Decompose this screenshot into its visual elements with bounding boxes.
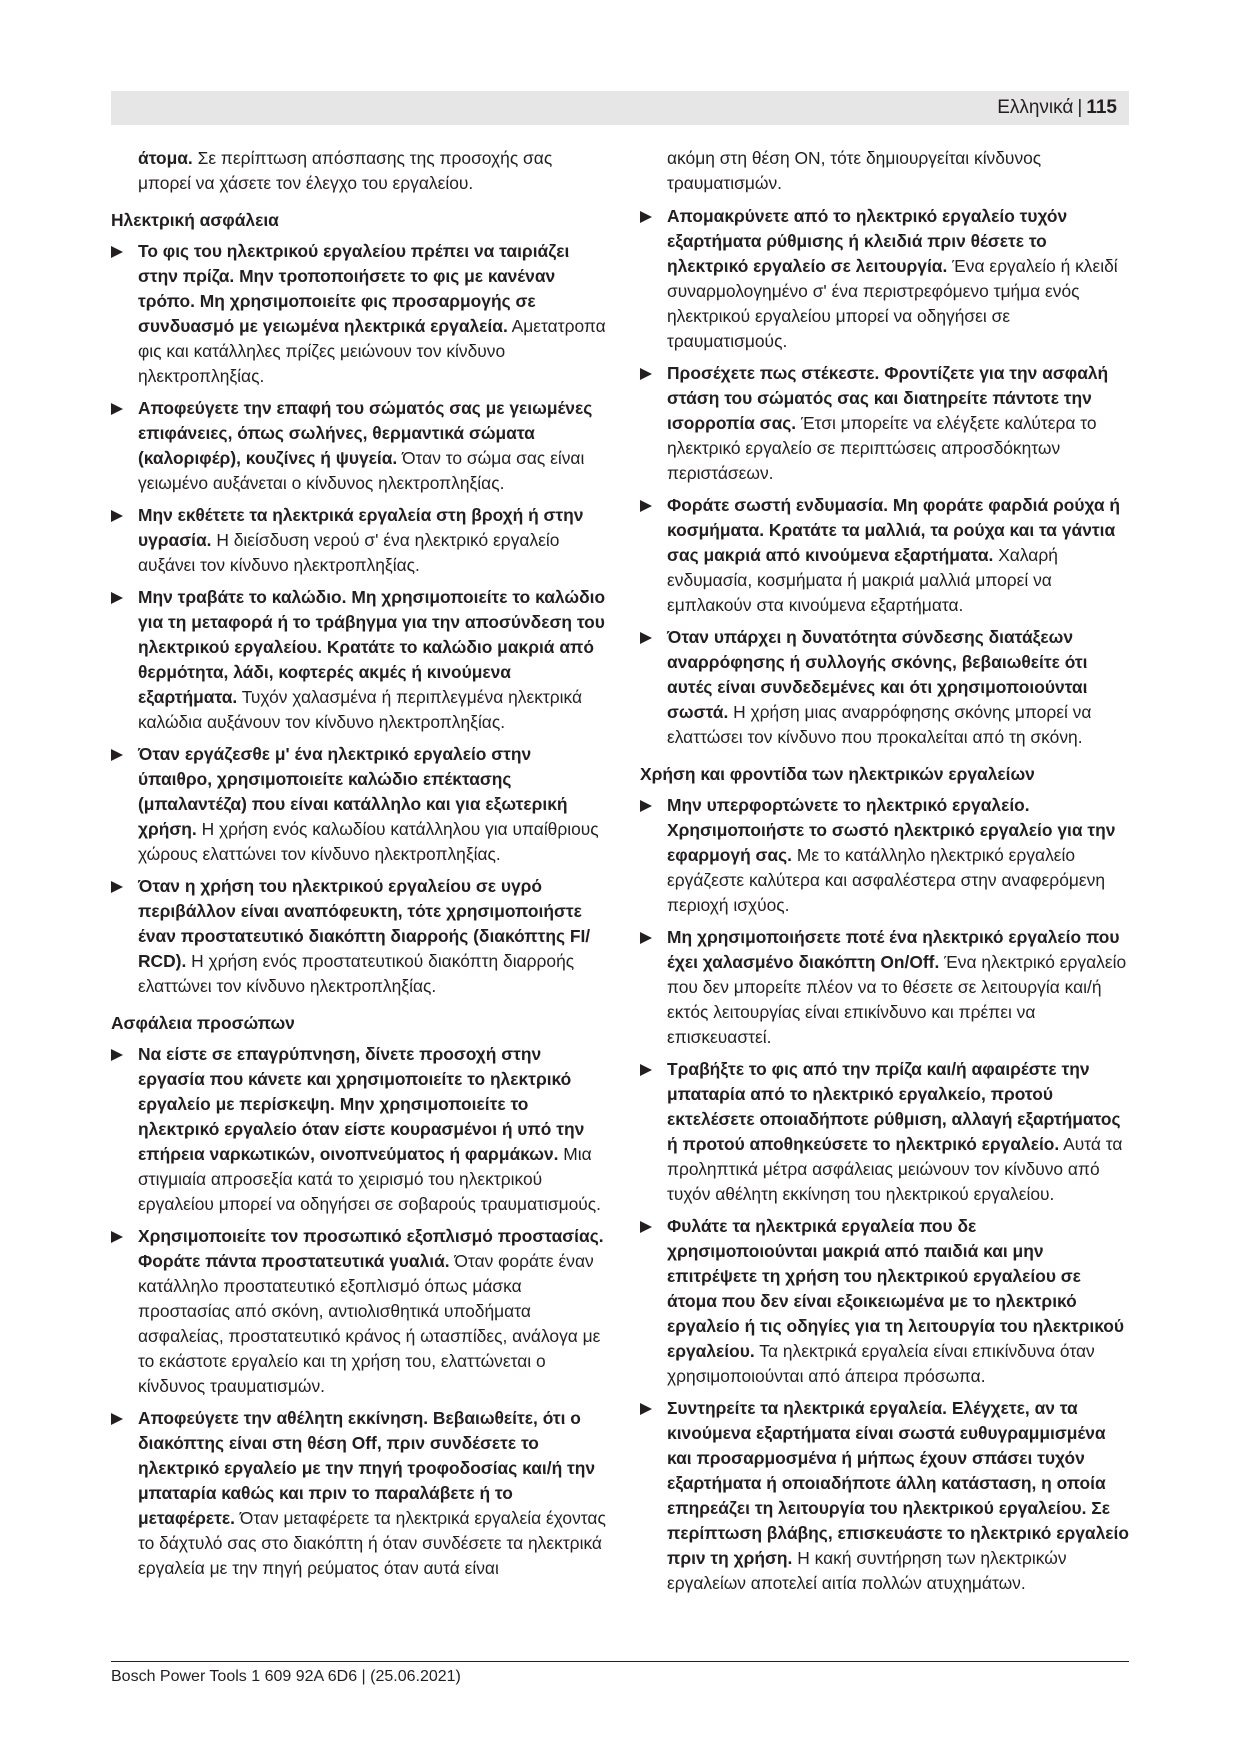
section-heading-tool-use-care: Χρήση και φροντίδα των ηλεκτρικών εργαλείων (640, 764, 1035, 784)
intro-paragraph: άτομα. Σε περίπτωση απόσπασης της προσοχής σας μπορεί να χάσετε τον έλεγχο του εργαλείου. (138, 148, 553, 193)
list-item: Συντηρείτε τα ηλεκτρικά εργαλεία. Ελέγχετε, αν τα κινούμενα εξαρτήματα είναι σωστά ευθυγραμμισμένα και προσαρμοσμένα ή μήπως έχουν σπάσει τυχόν εξαρτήματα ή οποιαδήποτε άλλη κατάσταση, η οποία επηρεάζει τη λειτουργία του ηλεκτρικού εργαλείου. Σε περίπτωση βλάβης, επισκευάστε το ηλεκτρικό εργαλείο πριν τη χρήση. Η κακή συντήρηση των ηλεκτρικών εργαλείων αποτελεί αιτία πολλών ατυχημάτων. (640, 1396, 1130, 1596)
section-heading-electrical-safety: Ηλεκτρική ασφάλεια (111, 210, 279, 230)
bullet-arrow-icon (640, 1064, 652, 1076)
section-heading-personal-safety: Ασφάλεια προσώπων (111, 1013, 295, 1033)
list-item: Μην υπερφορτώνετε το ηλεκτρικό εργαλείο. Χρησιμοποιήστε το σωστό ηλεκτρικό εργαλείο για την εφαρμογή σας. Με το κατάλληλο ηλεκτρικό εργαλείο εργάζεστε καλύτερα και ασφαλέστερα στην αναφερόμενη περιοχή ισχύος. (640, 793, 1130, 918)
bullet-arrow-icon (640, 1221, 652, 1233)
bullet-arrow-icon (111, 403, 123, 415)
bullet-arrow-icon (111, 749, 123, 761)
bullet-arrow-icon (640, 800, 652, 812)
bullet-arrow-icon (111, 1049, 123, 1061)
bullet-arrow-icon (640, 1403, 652, 1415)
list-item: Όταν η χρήση του ηλεκτρικού εργαλείου σε υγρό περιβάλλον είναι αναπόφευκτη, τότε χρησιμοποιήστε έναν προστατευτικό διακόπτη διαρροής (διακόπτης FI/ RCD). Η χρήση ενός προστατευτικού διακόπτη διαρροής ελαττώνει τον κίνδυνο ηλεκτροπληξίας. (111, 874, 608, 999)
bullet-arrow-icon (640, 632, 652, 644)
footer-text: Bosch Power Tools 1 609 92A 6D6 | (25.06.2021) (111, 1668, 461, 1685)
continued-paragraph: ακόμη στη θέση ON, τότε δημιουργείται κίνδυνος τραυματισμών. (667, 148, 1042, 193)
bullet-arrow-icon (111, 246, 123, 258)
left-column (111, 146, 608, 1588)
right-column (640, 146, 1130, 1603)
bullet-arrow-icon (111, 592, 123, 604)
header-language: Ελληνικά (997, 97, 1074, 118)
list-item: Φυλάτε τα ηλεκτρικά εργαλεία που δε χρησιμοποιούνται μακριά από παιδιά και μην επιτρέψετε τη χρήση του ηλεκτρικού εργαλείου σε άτομα που δεν είναι εξοικειωμένα με το ηλεκτρικό εργαλείο ή τις οδηγίες για τη λειτουργία του ηλεκτρικού εργαλείου. Τα ηλεκτρικά εργαλεία είναι επικίνδυνα όταν χρησιμοποιούνται από άπειρα πρόσωπα. (640, 1214, 1130, 1389)
bullet-arrow-icon (111, 1231, 123, 1243)
list-item: Μην τραβάτε το καλώδιο. Μη χρησιμοποιείτε το καλώδιο για τη μεταφορά ή το τράβηγμα για την αποσύνδεση του ηλεκτρικού εργαλείου. Κρατάτε το καλώδιο μακριά από θερμότητα, λάδι, κοφτερές ακμές ή κινούμενα εξαρτήματα. Τυχόν χαλασμένα ή περιπλεγμένα ηλεκτρικά καλώδια αυξάνουν τον κίνδυνο ηλεκτροπληξίας. (111, 585, 608, 735)
page-header-bar (111, 91, 1129, 125)
bullet-arrow-icon (640, 932, 652, 944)
bullet-arrow-icon (111, 510, 123, 522)
list-item: Όταν εργάζεσθε μ' ένα ηλεκτρικό εργαλείο στην ύπαιθρο, χρησιμοποιείτε καλώδιο επέκτασης (μπαλαντέζα) που είναι κατάλληλο και για εξωτερική χρήση. Η χρήση ενός καλωδίου κατάλληλου για υπαίθριους χώρους ελαττώνει τον κίνδυνο ηλεκτροπληξίας. (111, 742, 608, 867)
list-item: Το φις του ηλεκτρικού εργαλείου πρέπει να ταιριάζει στην πρίζα. Μην τροποποιήσετε το φις με κανέναν τρόπο. Μη χρησιμοποιείτε φις προσαρμογής σε συνδυασμό με γειωμένα ηλεκτρικά εργαλεία. Αμετατροπα φις και κατάλληλες πρίζες μειώνουν τον κίνδυνο ηλεκτροπληξίας. (111, 239, 608, 389)
bullet-arrow-icon (640, 211, 652, 223)
bullet-arrow-icon (640, 500, 652, 512)
list-item: Χρησιμοποιείτε τον προσωπικό εξοπλισμό προστασίας. Φοράτε πάντα προστατευτικά γυαλιά. Όταν φοράτε έναν κατάλληλο προστατευτικό εξοπλισμό όπως μάσκα προστασίας από σκόνη, αντιολισθητικά υποδήματα ασφαλείας, προστατευτικό κράνος ή ωτασπίδες, ανάλογα με το εκάστοτε εργαλείο και τη χρήση του, ελαττώνεται ο κίνδυνος τραυματισμών. (111, 1224, 608, 1399)
list-item: Όταν υπάρχει η δυνατότητα σύνδεσης διατάξεων αναρρόφησης ή συλλογής σκόνης, βεβαιωθείτε ότι αυτές είναι συνδεδεμένες και ότι χρησιμοποιούνται σωστά. Η χρήση μιας αναρρόφησης σκόνης μπορεί να ελαττώσει τον κίνδυνο που προκαλείται από τη σκόνη. (640, 625, 1130, 750)
list-item: Αποφεύγετε την αθέλητη εκκίνηση. Βεβαιωθείτε, ότι ο διακόπτης είναι στη θέση Off, πριν συνδέσετε το ηλεκτρικό εργαλείο με την πηγή τροφοδοσίας και/ή την μπαταρία καθώς και πριν το παραλάβετε ή το μεταφέρετε. Όταν μεταφέρετε τα ηλεκτρικά εργαλεία έχοντας το δάχτυλό σας στο διακόπτη ή όταν συνδέσετε τα ηλεκτρικά εργαλεία με την πηγή ρεύματος όταν αυτά είναι (111, 1406, 608, 1581)
list-item: Απομακρύνετε από το ηλεκτρικό εργαλείο τυχόν εξαρτήματα ρύθμισης ή κλειδιά πριν θέσετε το ηλεκτρικό εργαλείο σε λειτουργία. Ένα εργαλείο ή κλειδί συναρμολογημένο σ' ένα περιστρεφόμενο τμήμα ενός ηλεκτρικού εργαλείου μπορεί να οδηγήσει σε τραυματισμούς. (640, 204, 1130, 354)
header-separator: | (1077, 97, 1083, 118)
list-item: Μη χρησιμοποιήσετε ποτέ ένα ηλεκτρικό εργαλείο που έχει χαλασμένο διακόπτη On/Off. Ένα ηλεκτρικό εργαλείο που δεν μπορείτε πλέον να το θέσετε σε λειτουργία και/ή εκτός λειτουργίας είναι επικίνδυνο και πρέπει να επισκευαστεί. (640, 925, 1130, 1050)
page-number: 115 (1086, 97, 1117, 118)
bullet-arrow-icon (640, 368, 652, 380)
list-item: Φοράτε σωστή ενδυμασία. Μη φοράτε φαρδιά ρούχα ή κοσμήματα. Κρατάτε τα μαλλιά, τα ρούχα και τα γάντια σας μακριά από κινούμενα εξαρτήματα. Χαλαρή ενδυμασία, κοσμήματα ή μακριά μαλλιά μπορεί να εμπλακούν στα κινούμενα εξαρτήματα. (640, 493, 1130, 618)
list-item: Προσέχετε πως στέκεστε. Φροντίζετε για την ασφαλή στάση του σώματός σας και διατηρείτε πάντοτε την ισορροπία σας. Έτσι μπορείτε να ελέγξετε καλύτερα το ηλεκτρικό εργαλείο σε περιπτώσεις απροσδόκητων περιστάσεων. (640, 361, 1130, 486)
list-item: Μην εκθέτετε τα ηλεκτρικά εργαλεία στη βροχή ή στην υγρασία. Η διείσδυση νερού σ' ένα ηλεκτρικό εργαλείο αυξάνει τον κίνδυνο ηλεκτροπληξίας. (111, 503, 608, 578)
list-item: Τραβήξτε το φις από την πρίζα και/ή αφαιρέστε την μπαταρία από το ηλεκτρικό εργαλκείο, προτού εκτελέσετε οποιαδήποτε ρύθμιση, αλλαγή εξαρτήματος ή προτού αποθηκεύσετε το ηλεκτρικό εργαλείο. Αυτά τα προληπτικά μέτρα ασφάλειας μειώνουν τον κίνδυνο από τυχόν αθέλητη εκκίνηση του ηλεκτρικού εργαλείου. (640, 1057, 1130, 1207)
list-item: Αποφεύγετε την επαφή του σώματός σας με γειωμένες επιφάνειες, όπως σωλήνες, θερμαντικά σώματα (καλοριφέρ), κουζίνες ή ψυγεία. Όταν το σώμα σας είναι γειωμένο αυξάνεται ο κίνδυνος ηλεκτροπληξίας. (111, 396, 608, 496)
header-text (997, 96, 1117, 120)
footer-divider (111, 1661, 1129, 1662)
bullet-arrow-icon (111, 1413, 123, 1425)
bullet-arrow-icon (111, 881, 123, 893)
list-item: Να είστε σε επαγρύπνηση, δίνετε προσοχή στην εργασία που κάνετε και χρησιμοποιείτε το ηλεκτρικό εργαλείο με περίσκεψη. Μην χρησιμοποιείτε το ηλεκτρικό εργαλείο όταν είστε κουρασμένοι ή υπό την επήρεια ναρκωτικών, οινοπνεύματος ή φαρμάκων. Μια στιγμιαία απροσεξία κατά το χειρισμό του ηλεκτρικού εργαλείου μπορεί να οδηγήσει σε σοβαρούς τραυματισμούς. (111, 1042, 608, 1217)
